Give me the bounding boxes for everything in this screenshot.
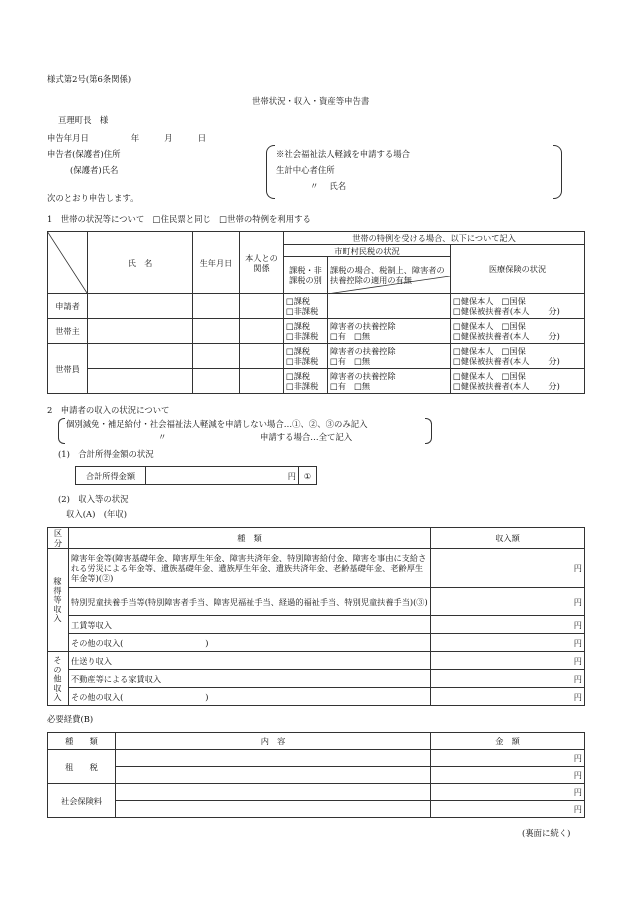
cell-member1-deduction[interactable] xyxy=(328,344,451,369)
yen-unit: 円 xyxy=(287,470,296,481)
item-other-earned: その他の収入( ) xyxy=(69,634,431,652)
yen-unit: 円 xyxy=(573,673,582,684)
social-welfare-note: ※社会福祉法人軽減を申請する場合 xyxy=(276,149,410,159)
exp-tax-content-2[interactable] xyxy=(116,767,431,784)
cell-member1-insurance[interactable] xyxy=(451,344,585,369)
checkbox-yesno[interactable]: □有 □無 xyxy=(330,356,371,366)
col-deduction: 課税の場合、税制上、障害者の扶養控除の適用の有無 xyxy=(328,257,451,294)
checkbox-tax[interactable]: □課税 xyxy=(286,296,311,306)
total-income-field[interactable] xyxy=(146,467,299,485)
cell-householder-tax[interactable] xyxy=(284,319,328,344)
checkbox-yesno[interactable]: □有 □無 xyxy=(330,331,371,341)
checkbox-yesno[interactable]: □有 □無 xyxy=(330,381,371,391)
col-exp-kind: 種 類 xyxy=(48,733,116,750)
exp-social-amount-2[interactable] xyxy=(431,801,585,818)
subsection1-heading: (1) 合計所得金額の状況 xyxy=(58,449,154,459)
cell-member1-birth[interactable] xyxy=(193,344,240,369)
amount-other-earned[interactable] xyxy=(431,634,585,652)
cell-householder-insurance[interactable] xyxy=(451,319,585,344)
yen-unit: 円 xyxy=(573,770,582,780)
group-other-label: その他収入 xyxy=(53,655,63,702)
item-other-income: その他の収入( ) xyxy=(69,688,431,706)
cell-member2-tax[interactable] xyxy=(284,369,328,394)
center-address-label: 生計中心者住所 xyxy=(276,165,335,175)
cell-householder-name[interactable] xyxy=(88,319,193,344)
continued-note: (裏面に続く) xyxy=(522,828,571,838)
deduction-label: 障害者の扶養控除 xyxy=(330,346,396,356)
checkbox-insurance-2[interactable]: □健保被扶養者(本人 分) xyxy=(453,331,560,341)
note-applying: 申請する場合…全て記入 xyxy=(260,432,353,442)
deduction-label: 障害者の扶養控除 xyxy=(330,371,396,381)
date-line: 申告年月日 年 月 日 xyxy=(47,133,207,143)
amount-allowance[interactable] xyxy=(431,588,585,616)
col-birthdate: 生年月日 xyxy=(193,232,240,294)
amount-pension[interactable] xyxy=(431,549,585,588)
cell-member1-name[interactable] xyxy=(88,344,193,369)
note-bracket-right xyxy=(425,418,432,444)
group-earned-label: 稼得等収入 xyxy=(53,577,63,623)
cell-applicant-birth[interactable] xyxy=(193,294,240,319)
checkbox-tax[interactable]: □課税 xyxy=(286,371,311,381)
yen-unit: 円 xyxy=(573,637,582,648)
group-other xyxy=(48,652,69,706)
group-earned xyxy=(48,549,69,652)
exp-social-content-1[interactable] xyxy=(116,784,431,801)
cell-applicant-relation[interactable] xyxy=(240,294,284,319)
col-relation: 本人との関係 xyxy=(240,232,284,294)
col-exp-content: 内 容 xyxy=(116,733,431,750)
yen-unit: 円 xyxy=(573,655,582,666)
page-title: 世帯状況・収入・資産等申告書 xyxy=(252,96,370,106)
cell-member2-name[interactable] xyxy=(88,369,193,394)
yen-unit: 円 xyxy=(573,787,582,797)
cell-applicant-deduction-na xyxy=(328,294,451,319)
applicant-name-label: (保護者)氏名 xyxy=(70,165,119,175)
income-table xyxy=(47,527,585,706)
checkbox-insurance-2[interactable]: □健保被扶養者(本人 分) xyxy=(453,306,560,316)
checkbox-notax[interactable]: □非課税 xyxy=(286,331,319,341)
col-name: 氏 名 xyxy=(88,232,193,294)
exp-tax-amount-2[interactable] xyxy=(431,767,585,784)
item-allowance: 特別児童扶養手当等(特別障害者手当、障害児福祉手当、経過的福祉手当、特別児童扶養手当)(③) xyxy=(69,588,431,616)
row-label-applicant: 申請者 xyxy=(48,294,88,319)
amount-other-income[interactable] xyxy=(431,688,585,706)
checkbox-insurance-1[interactable]: □健保本人 □国保 xyxy=(453,371,526,381)
declaration-text: 次のとおり申告します。 xyxy=(47,193,139,203)
col-kind: 種 類 xyxy=(69,528,431,549)
col-tax-kind: 課税・非課税の別 xyxy=(284,257,328,294)
exp-social-label: 社会保険料 xyxy=(48,784,116,818)
form-number: 様式第2号(第6条関係) xyxy=(47,74,132,84)
corner-cell xyxy=(48,232,88,294)
item-pension: 障害年金等(障害基礎年金、障害厚生年金、障害共済年金、特別障害給付金、障害を事由に支給される労災による年金等、遺族基礎年金、遺族厚生年金、遺族共済年金、老齢基礎年金、老齢厚生年金等)(②) xyxy=(69,549,431,588)
cell-member2-birth[interactable] xyxy=(193,369,240,394)
expense-table xyxy=(47,732,585,818)
cell-member2-relation[interactable] xyxy=(240,369,284,394)
row-label-householder: 世帯主 xyxy=(48,319,88,344)
section2-heading: 2 申請者の収入の状況について xyxy=(47,405,170,415)
income-a-label: 収入(A) (年収) xyxy=(66,509,127,519)
cell-householder-relation[interactable] xyxy=(240,319,284,344)
exp-tax-label: 租 税 xyxy=(48,750,116,784)
amount-remittance[interactable] xyxy=(431,652,585,670)
amount-wages[interactable] xyxy=(431,616,585,634)
yen-unit: 円 xyxy=(573,804,582,814)
deduction-label: 障害者の扶養控除 xyxy=(330,321,396,331)
total-income-table xyxy=(75,466,317,485)
subsection2-heading: (2) 収入等の状況 xyxy=(58,494,129,504)
col-income-amount: 収入額 xyxy=(431,528,585,549)
cell-member1-tax[interactable] xyxy=(284,344,328,369)
row-label-member: 世帯員 xyxy=(48,344,88,394)
bracket-right xyxy=(553,145,562,199)
cell-householder-birth[interactable] xyxy=(193,319,240,344)
col-insurance: 医療保険の状況 xyxy=(451,245,585,294)
item-rent: 不動産等による家賃収入 xyxy=(69,670,431,688)
checkbox-insurance-1[interactable]: □健保本人 □国保 xyxy=(453,346,526,356)
yen-unit: 円 xyxy=(573,753,582,763)
exp-tax-content-1[interactable] xyxy=(116,750,431,767)
item-wages: 工賃等収入 xyxy=(69,616,431,634)
checkbox-insurance-1[interactable]: □健保本人 □国保 xyxy=(453,321,526,331)
col-special-header: 世帯の特例を受ける場合、以下について記入 xyxy=(284,232,585,245)
item-remittance: 仕送り収入 xyxy=(69,652,431,670)
yen-unit: 円 xyxy=(573,691,582,702)
total-income-label: 合計所得金額 xyxy=(76,467,146,485)
checkbox-notax[interactable]: □非課税 xyxy=(286,381,319,391)
exp-tax-amount-1[interactable] xyxy=(431,750,585,767)
applicant-address-label: 申告者(保護者)住所 xyxy=(47,149,121,159)
cell-applicant-insurance[interactable] xyxy=(451,294,585,319)
cell-member1-relation[interactable] xyxy=(240,344,284,369)
cell-member2-deduction[interactable] xyxy=(328,369,451,394)
expense-b-label: 必要経費(B) xyxy=(47,714,94,724)
cell-member2-insurance[interactable] xyxy=(451,369,585,394)
checkbox-insurance-1[interactable]: □健保本人 □国保 xyxy=(453,296,526,306)
section1-heading: 1 世帯の状況等について □住民票と同じ □世帯の特例を利用する xyxy=(47,214,311,224)
cell-applicant-tax[interactable] xyxy=(284,294,328,319)
checkbox-notax[interactable]: □非課税 xyxy=(286,306,319,316)
checkbox-tax[interactable]: □課税 xyxy=(286,346,311,356)
marker-1: ① xyxy=(299,467,317,485)
checkbox-insurance-2[interactable]: □健保被扶養者(本人 分) xyxy=(453,381,560,391)
center-name-label: 〃 氏名 xyxy=(310,181,347,191)
yen-unit: 円 xyxy=(573,563,582,573)
cell-householder-deduction[interactable] xyxy=(328,319,451,344)
exp-social-content-2[interactable] xyxy=(116,801,431,818)
checkbox-notax[interactable]: □非課税 xyxy=(286,356,319,366)
bracket-left xyxy=(266,145,275,199)
checkbox-tax[interactable]: □課税 xyxy=(286,321,311,331)
ditto-mark: 〃 xyxy=(158,432,167,442)
note-bracket-left xyxy=(58,418,65,444)
col-kubun: 区分 xyxy=(48,528,69,549)
yen-unit: 円 xyxy=(573,596,582,607)
col-tax-status: 市町村民税の状況 xyxy=(284,245,451,257)
col-exp-amount: 金 額 xyxy=(431,733,585,750)
exp-social-amount-1[interactable] xyxy=(431,784,585,801)
household-table xyxy=(47,231,585,394)
note-not-applying: 個別減免・補足給付・社会福祉法人軽減を申請しない場合…①、②、③のみ記入 xyxy=(66,419,368,429)
addressee: 亘理町長 様 xyxy=(58,115,109,125)
yen-unit: 円 xyxy=(573,619,582,630)
checkbox-insurance-2[interactable]: □健保被扶養者(本人 分) xyxy=(453,356,560,366)
amount-rent[interactable] xyxy=(431,670,585,688)
cell-applicant-name[interactable] xyxy=(88,294,193,319)
